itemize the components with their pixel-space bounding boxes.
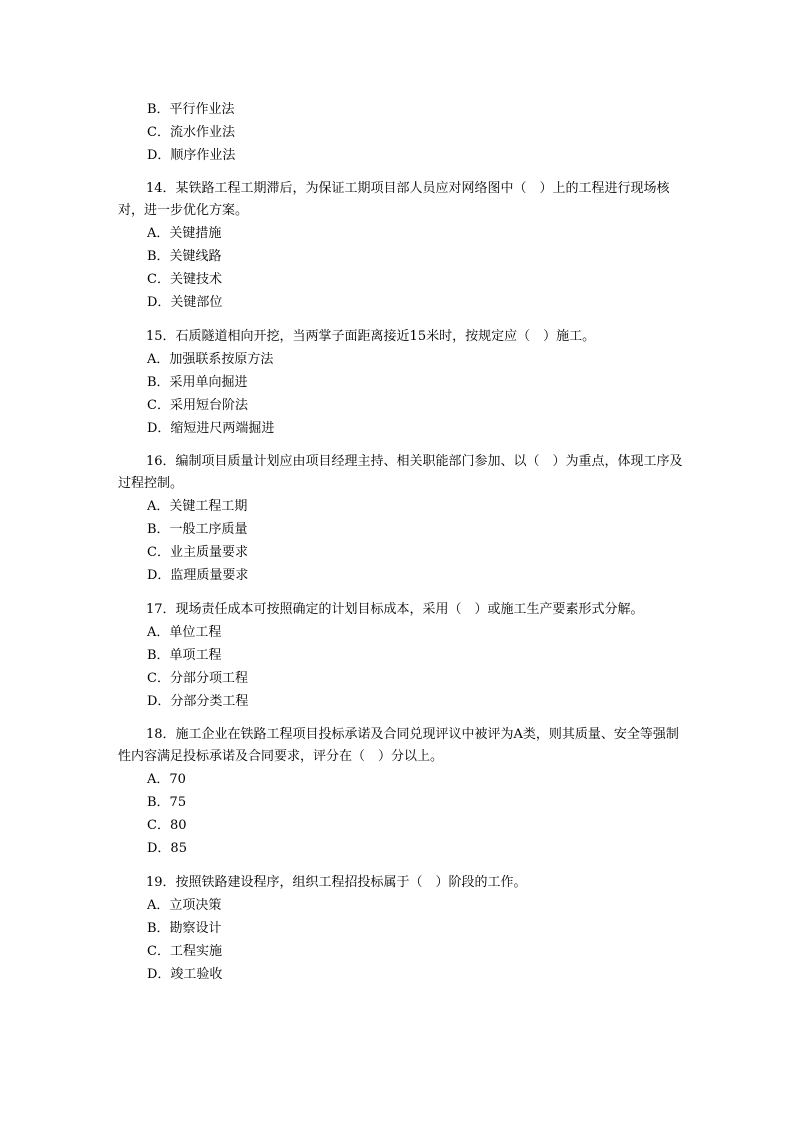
option-d: D．关键部位 bbox=[147, 295, 223, 310]
option-c: C．工程实施 bbox=[147, 944, 222, 959]
question-13-tail bbox=[118, 98, 688, 167]
option-b: B．勘察设计 bbox=[147, 921, 222, 936]
option-c: C．采用短台阶法 bbox=[147, 398, 248, 413]
question-16 bbox=[118, 451, 688, 587]
option-a: A．70 bbox=[147, 772, 186, 787]
option-d: D．监理质量要求 bbox=[147, 568, 249, 583]
option-b: B．采用单向掘进 bbox=[147, 375, 248, 390]
option-b: B．关键线路 bbox=[147, 249, 222, 264]
option-a: A．关键措施 bbox=[147, 226, 222, 241]
option-c: C．关键技术 bbox=[147, 272, 222, 287]
option-a: A．立项决策 bbox=[147, 898, 222, 913]
option-b: B．平行作业法 bbox=[147, 102, 235, 117]
question-18 bbox=[118, 724, 688, 860]
question-17 bbox=[118, 599, 688, 713]
option-a: A．单位工程 bbox=[147, 625, 222, 640]
question-stem: 14．某铁路工程工期滞后，为保证工期项目部人员应对网络图中（ ）上的工程进行现场核对，进一步优化方案。 bbox=[118, 181, 670, 218]
option-c: C．分部分项工程 bbox=[147, 671, 248, 686]
option-c: C．80 bbox=[147, 818, 187, 833]
option-d: D．分部分类工程 bbox=[147, 694, 249, 709]
question-stem: 16．编制项目质量计划应由项目经理主持、相关职能部门参加、以（ ）为重点，体现工序及过程控制。 bbox=[118, 454, 683, 491]
question-15 bbox=[118, 326, 688, 440]
option-b: B．一般工序质量 bbox=[147, 522, 248, 537]
option-d: D．85 bbox=[147, 841, 187, 856]
question-stem: 19．按照铁路建设程序，组织工程招投标属于（ ）阶段的工作。 bbox=[146, 875, 527, 890]
option-c: C．业主质量要求 bbox=[147, 545, 248, 560]
question-stem: 18．施工企业在铁路工程项目投标承诺及合同兑现评议中被评为A类，则其质量、安全等强制性内容满足投标承诺及合同要求，评分在（ ）分以上。 bbox=[118, 727, 679, 764]
option-b: B．单项工程 bbox=[147, 648, 222, 663]
question-14 bbox=[118, 178, 688, 314]
option-c: C．流水作业法 bbox=[147, 125, 235, 140]
option-d: D．竣工验收 bbox=[147, 967, 223, 982]
option-d: D．缩短进尺两端掘进 bbox=[147, 421, 275, 436]
question-19 bbox=[118, 872, 688, 986]
option-d: D．顺序作业法 bbox=[147, 148, 236, 163]
option-a: A．加强联系按原方法 bbox=[147, 352, 274, 367]
question-stem: 17．现场责任成本可按照确定的计划目标成本，采用（ ）或施工生产要素形式分解。 bbox=[146, 602, 644, 617]
question-stem: 15．石质隧道相向开挖，当两掌子面距离接近15米时，按规定应（ ）施工。 bbox=[146, 329, 596, 344]
option-a: A．关键工程工期 bbox=[147, 499, 248, 514]
option-b: B．75 bbox=[147, 795, 187, 810]
